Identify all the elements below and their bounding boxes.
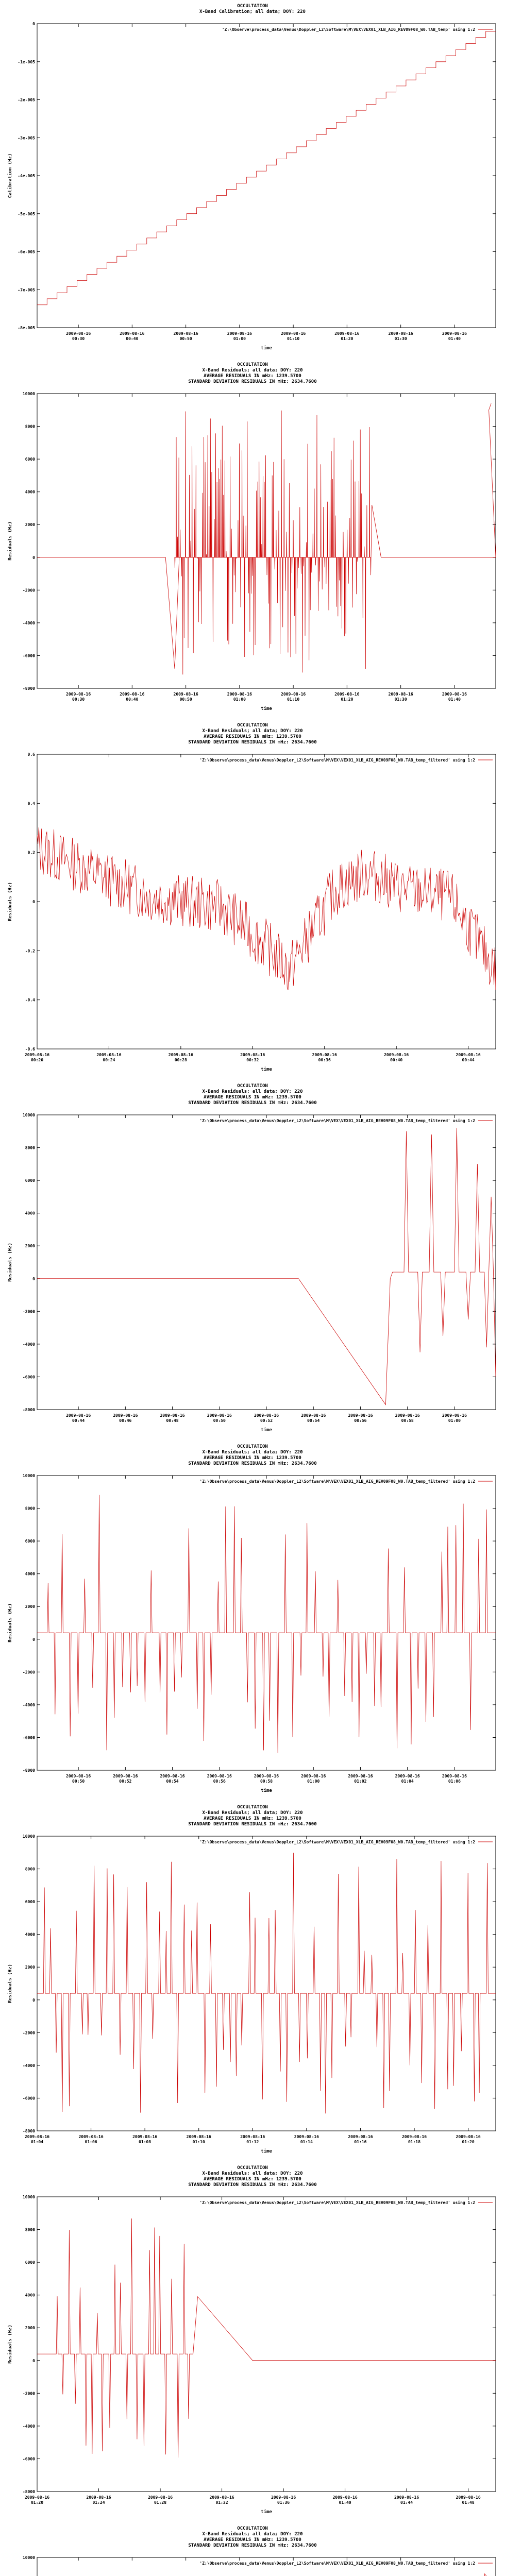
y-tick-label: 8000 (25, 424, 35, 429)
chart-title-line: OCCULTATION (237, 362, 268, 367)
x-tick-label: 00:30 (72, 336, 85, 341)
x-tick-label: 01:04 (401, 1779, 414, 1784)
x-tick-label: 2009-08-16 (207, 1413, 232, 1418)
y-tick-label: -8000 (22, 1768, 35, 1773)
y-tick-label: 10000 (22, 1834, 35, 1839)
x-axis-label: time (261, 1067, 272, 1072)
y-tick-label: -8000 (22, 1408, 35, 1412)
x-tick-label: 00:32 (246, 1058, 259, 1062)
y-tick-label: 0 (32, 555, 35, 560)
y-tick-label: 10000 (22, 1473, 35, 1478)
series-line-1 (37, 31, 496, 305)
chart-svg-5 (0, 1443, 505, 1803)
x-tick-label: 2009-08-16 (24, 2134, 50, 2139)
plot-frame (37, 2557, 496, 2576)
x-tick-label: 00:52 (260, 1418, 273, 1423)
chart-panel-2 (0, 361, 505, 721)
y-axis-label: Residuals (Hz) (8, 521, 13, 561)
x-tick-label: 00:56 (354, 1418, 367, 1423)
y-tick-label: 6000 (25, 457, 35, 462)
x-tick-label: 00:58 (260, 1779, 273, 1784)
x-tick-label: 2009-08-16 (120, 692, 145, 697)
x-tick-label: 2009-08-16 (334, 692, 360, 697)
y-tick-label: -0.2 (25, 948, 35, 954)
x-tick-label: 00:50 (179, 336, 192, 341)
x-tick-label: 2009-08-16 (401, 2134, 427, 2139)
x-tick-label: 2009-08-16 (312, 1053, 337, 1057)
y-tick-label: -6000 (22, 653, 35, 658)
x-axis-label: time (261, 1788, 272, 1793)
x-tick-label: 2009-08-16 (442, 1413, 467, 1418)
x-tick-label: 2009-08-16 (348, 2134, 373, 2139)
x-axis-label: time (261, 1428, 272, 1433)
x-tick-label: 2009-08-16 (301, 1774, 326, 1778)
x-tick-label: 2009-08-16 (294, 2134, 319, 2139)
series-line-1 (37, 2218, 496, 2458)
y-tick-label: -2000 (22, 2391, 35, 2396)
y-tick-label: 0 (32, 2358, 35, 2363)
x-tick-label: 2009-08-16 (113, 1774, 138, 1778)
y-tick-label: -4000 (22, 1702, 35, 1707)
x-tick-label: 00:50 (179, 697, 192, 702)
x-tick-label: 2009-08-16 (160, 1774, 185, 1778)
x-tick-label: 2009-08-16 (254, 1413, 279, 1418)
y-tick-label: 0.6 (27, 752, 35, 757)
x-tick-label: 2009-08-16 (132, 2134, 158, 2139)
plot-frame (37, 2197, 496, 2492)
chart-svg-2 (0, 361, 505, 721)
x-tick-label: 2009-08-16 (395, 1774, 420, 1778)
y-tick-label: 10000 (22, 1113, 35, 1117)
x-tick-label: 2009-08-16 (281, 331, 306, 336)
x-tick-label: 00:28 (174, 1058, 187, 1062)
x-tick-label: 2009-08-16 (334, 331, 360, 336)
legend-label: 'Z:\Observe\process_data\Venus\Doppler_L2\Software\M\VEX\VEX01_XLB_AIG_REV09F08_W0.TAB_temp_filtered' using 1:2 (199, 758, 475, 762)
x-tick-label: 2009-08-16 (442, 1774, 467, 1778)
legend-label: 'Z:\Observe\process_data\Venus\Doppler_L2\Software\M\VEX\VEX01_XLB_AIG_REV09F08_W0.TAB_temp_filtered' using 1:2 (199, 2200, 475, 2205)
chart-title-line: STANDARD DEVIATION RESIDUALS IN mHz: 2634.7600 (188, 2543, 317, 2548)
chart-title-line: OCCULTATION (237, 2526, 268, 2531)
x-tick-label: 01:20 (341, 336, 354, 341)
legend-label: 'Z:\Observe\process_data\Venus\Doppler_L2\Software\M\VEX\VEX01_XLB_AIG_REV09F08_W0.TAB_temp_filtered' using 1:2 (199, 1118, 475, 1123)
y-tick-label: 2000 (25, 1965, 35, 1970)
x-tick-label: 01:06 (85, 2140, 97, 2144)
y-tick-label: -6000 (22, 2096, 35, 2101)
x-axis-label: time (261, 2149, 272, 2154)
x-tick-label: 01:10 (287, 697, 300, 702)
chart-svg-4 (0, 1082, 505, 1443)
x-tick-label: 2009-08-16 (24, 2495, 50, 2500)
x-axis-label: time (261, 706, 272, 711)
y-tick-label: -2000 (22, 1309, 35, 1314)
series-line-1 (37, 2574, 496, 2576)
chart-panel-6 (0, 1803, 505, 2164)
x-tick-label: 00:24 (103, 1058, 115, 1062)
series-line-1 (37, 1128, 496, 1404)
x-tick-label: 00:44 (72, 1418, 85, 1423)
chart-title-line: STANDARD DEVIATION RESIDUALS IN mHz: 2634.7600 (188, 2182, 317, 2188)
chart-title-line: STANDARD DEVIATION RESIDUALS IN mHz: 2634.7600 (188, 1100, 317, 1106)
y-tick-label: -8000 (22, 686, 35, 691)
x-tick-label: 2009-08-16 (66, 1413, 91, 1418)
y-tick-label: 0 (32, 1997, 35, 2003)
x-tick-label: 2009-08-16 (24, 1053, 50, 1057)
x-tick-label: 2009-08-16 (271, 2495, 296, 2500)
legend-label: 'Z:\Observe\process_data\Venus\Doppler_L2\Software\M\VEX\VEX01_XLB_AIG_REV09F08_W0.TAB_temp_filtered' using 1:2 (199, 1840, 475, 1844)
x-tick-label: 00:44 (462, 1058, 475, 1062)
x-tick-label: 2009-08-16 (66, 692, 91, 697)
x-tick-label: 2009-08-16 (173, 692, 198, 697)
y-tick-label: 2000 (25, 522, 35, 528)
x-tick-label: 01:44 (400, 2500, 413, 2505)
chart-title-line: STANDARD DEVIATION RESIDUALS IN mHz: 2634.7600 (188, 740, 317, 745)
chart-svg-7 (0, 2164, 505, 2524)
x-tick-label: 2009-08-16 (442, 331, 467, 336)
x-tick-label: 00:54 (307, 1418, 320, 1423)
chart-title-line: X-Band Residuals; all data; DOY: 220 (202, 1089, 303, 1094)
y-tick-label: 2000 (25, 1604, 35, 1609)
chart-svg-1 (0, 0, 505, 361)
x-tick-label: 2009-08-16 (348, 1413, 373, 1418)
y-tick-label: 6000 (25, 1900, 35, 1905)
y-tick-label: -1e-005 (18, 59, 35, 64)
x-tick-label: 2009-08-16 (388, 331, 413, 336)
y-tick-label: -6000 (22, 2456, 35, 2462)
x-tick-label: 00:58 (401, 1418, 414, 1423)
x-tick-label: 00:46 (119, 1418, 132, 1423)
x-tick-label: 2009-08-16 (348, 1774, 373, 1778)
x-tick-label: 01:00 (307, 1779, 320, 1784)
y-tick-label: 4000 (25, 489, 35, 495)
x-tick-label: 00:54 (166, 1779, 179, 1784)
plot-frame (37, 24, 496, 328)
x-tick-label: 2009-08-16 (394, 2495, 419, 2500)
chart-title-line: OCCULTATION (237, 1083, 268, 1089)
y-tick-label: -8e-005 (18, 326, 35, 330)
x-tick-label: 2009-08-16 (395, 1413, 420, 1418)
chart-svg-6 (0, 1803, 505, 2164)
x-tick-label: 00:52 (119, 1779, 132, 1784)
y-axis-label: Residuals (Hz) (8, 1603, 13, 1642)
x-tick-label: 2009-08-16 (66, 1774, 91, 1778)
x-axis-label: time (261, 2510, 272, 2515)
x-tick-label: 01:40 (448, 336, 461, 341)
chart-title-line: X-Band Residuals; all data; DOY: 220 (202, 1450, 303, 1455)
y-axis-label: Residuals (Hz) (8, 1243, 13, 1282)
chart-title-line: X-Band Calibration; all data; DOY: 220 (199, 9, 306, 14)
chart-title-line: OCCULTATION (237, 1805, 268, 1810)
y-tick-label: -4000 (22, 2063, 35, 2068)
x-tick-label: 00:40 (390, 1058, 403, 1062)
plot-frame (37, 1115, 496, 1410)
x-tick-label: 01:00 (233, 336, 246, 341)
series-line-1 (37, 827, 496, 990)
chart-title-line: X-Band Residuals; all data; DOY: 220 (202, 728, 303, 734)
x-tick-label: 00:30 (72, 697, 85, 702)
y-tick-label: -2000 (22, 588, 35, 593)
x-tick-label: 01:32 (215, 2500, 228, 2505)
x-tick-label: 2009-08-16 (86, 2495, 111, 2500)
chart-panel-7 (0, 2164, 505, 2524)
x-tick-label: 2009-08-16 (160, 1413, 185, 1418)
y-tick-label: -8000 (22, 2489, 35, 2494)
series-line-1 (37, 403, 496, 674)
x-tick-label: 01:08 (139, 2140, 152, 2144)
x-tick-label: 2009-08-16 (240, 1053, 265, 1057)
x-tick-label: 01:30 (394, 697, 407, 702)
x-tick-label: 01:20 (341, 697, 354, 702)
y-tick-label: 8000 (25, 1867, 35, 1872)
y-tick-label: 10000 (22, 392, 35, 396)
x-tick-label: 2009-08-16 (456, 1053, 481, 1057)
y-tick-label: 0 (32, 900, 35, 904)
x-tick-label: 2009-08-16 (113, 1413, 138, 1418)
y-tick-label: -6e-005 (18, 249, 35, 255)
y-tick-label: -7e-005 (18, 287, 35, 293)
y-axis-label: Residuals (Hz) (8, 882, 13, 921)
chart-title-line: AVERAGE RESIDUALS IN mHz: 1239.5700 (204, 2177, 301, 2182)
chart-title-line: AVERAGE RESIDUALS IN mHz: 1239.5700 (204, 1816, 301, 1821)
chart-title-line: STANDARD DEVIATION RESIDUALS IN mHz: 2634.7600 (188, 1461, 317, 1466)
x-tick-label: 01:14 (300, 2140, 313, 2144)
plot-frame (37, 394, 496, 688)
x-tick-label: 00:50 (213, 1418, 226, 1423)
x-tick-label: 01:30 (394, 336, 407, 341)
x-tick-label: 01:06 (448, 1779, 461, 1784)
x-axis-label: time (261, 346, 272, 351)
y-tick-label: 6000 (25, 2260, 35, 2265)
x-tick-label: 2009-08-16 (281, 692, 306, 697)
x-tick-label: 01:40 (339, 2500, 351, 2505)
x-tick-label: 2009-08-16 (96, 1053, 122, 1057)
plot-frame (37, 1476, 496, 1770)
series-line-1 (37, 1853, 496, 2113)
chart-title-line: AVERAGE RESIDUALS IN mHz: 1239.5700 (204, 374, 301, 379)
chart-title-line: AVERAGE RESIDUALS IN mHz: 1239.5700 (204, 734, 301, 739)
chart-title-line: X-Band Residuals; all data; DOY: 220 (202, 368, 303, 373)
x-tick-label: 01:16 (354, 2140, 367, 2144)
chart-title-line: OCCULTATION (237, 2165, 268, 2171)
chart-panel-1 (0, 0, 505, 361)
x-tick-label: 01:20 (30, 2500, 44, 2505)
x-tick-label: 01:10 (287, 336, 300, 341)
x-tick-label: 2009-08-16 (186, 2134, 211, 2139)
x-tick-label: 2009-08-16 (209, 2495, 234, 2500)
chart-title-line: STANDARD DEVIATION RESIDUALS IN mHz: 2634.7600 (188, 379, 317, 384)
x-tick-label: 2009-08-16 (456, 2134, 481, 2139)
x-tick-label: 01:28 (154, 2500, 167, 2505)
y-tick-label: -0.6 (25, 1047, 35, 1052)
y-tick-label: 0.2 (27, 850, 35, 855)
x-tick-label: 2009-08-16 (66, 331, 91, 336)
x-tick-label: 01:12 (246, 2140, 259, 2144)
y-tick-label: 2000 (25, 1244, 35, 1249)
chart-title-line: X-Band Residuals; all data; DOY: 220 (202, 2171, 303, 2176)
x-tick-label: 01:24 (92, 2500, 105, 2505)
y-tick-label: 0 (32, 22, 35, 26)
x-tick-label: 2009-08-16 (227, 331, 252, 336)
y-tick-label: 2000 (25, 2326, 35, 2331)
x-tick-label: 01:10 (192, 2140, 205, 2144)
y-tick-label: -4000 (22, 620, 35, 625)
y-tick-label: -2000 (22, 1670, 35, 1675)
chart-title-line: X-Band Residuals; all data; DOY: 220 (202, 2532, 303, 2537)
chart-svg-3 (0, 721, 505, 1082)
x-tick-label: 2009-08-16 (388, 692, 413, 697)
x-tick-label: 01:02 (354, 1779, 367, 1784)
y-tick-label: 6000 (25, 1178, 35, 1183)
x-tick-label: 00:40 (126, 697, 139, 702)
x-tick-label: 2009-08-16 (207, 1774, 232, 1778)
y-tick-label: 8000 (25, 2227, 35, 2232)
x-tick-label: 00:48 (166, 1418, 179, 1423)
x-tick-label: 2009-08-16 (173, 331, 198, 336)
x-tick-label: 00:20 (30, 1058, 44, 1062)
plot-frame (37, 754, 496, 1049)
chart-panel-5 (0, 1443, 505, 1803)
x-tick-label: 2009-08-16 (227, 692, 252, 697)
y-tick-label: -8000 (22, 2129, 35, 2133)
y-tick-label: 0.4 (27, 801, 35, 806)
y-tick-label: 4000 (25, 2293, 35, 2298)
x-tick-label: 01:04 (30, 2140, 44, 2144)
chart-title-line: OCCULTATION (237, 723, 268, 728)
x-tick-label: 01:18 (408, 2140, 421, 2144)
y-tick-label: 6000 (25, 1539, 35, 1544)
x-tick-label: 01:20 (462, 2140, 475, 2144)
series-line-1 (37, 1495, 496, 1753)
chart-title-line: STANDARD DEVIATION RESIDUALS IN mHz: 2634.7600 (188, 1822, 317, 1827)
chart-svg-8 (0, 2524, 505, 2576)
legend-label: 'Z:\Observe\process_data\Venus\Doppler_L2\Software\M\VEX\VEX01_XLB_AIG_REV09F08_W0.TAB_temp' using 1:2 (222, 27, 475, 32)
y-tick-label: -4e-005 (18, 174, 35, 178)
x-tick-label: 01:00 (233, 697, 246, 702)
y-tick-label: -2e-005 (18, 97, 35, 103)
y-tick-label: -4000 (22, 1342, 35, 1347)
legend-label: 'Z:\Observe\process_data\Venus\Doppler_L2\Software\M\VEX\VEX01_XLB_AIG_REV09F08_W0.TAB_temp_filtered' using 1:2 (199, 1479, 475, 1484)
x-tick-label: 2009-08-16 (78, 2134, 104, 2139)
y-tick-label: -5e-005 (18, 211, 35, 216)
y-tick-label: 10000 (22, 2195, 35, 2199)
legend-label: 'Z:\Observe\process_data\Venus\Doppler_L2\Software\M\VEX\VEX01_XLB_AIG_REV09F08_W0.TAB_temp_filtered' using 1:2 (199, 2561, 475, 2566)
y-tick-label: 8000 (25, 1506, 35, 1511)
y-tick-label: 4000 (25, 1571, 35, 1577)
y-axis-label: Residuals (Hz) (8, 1964, 13, 2003)
y-axis-label: Calibration (Hz) (8, 153, 13, 198)
x-tick-label: 2009-08-16 (384, 1053, 409, 1057)
x-tick-label: 2009-08-16 (240, 2134, 265, 2139)
x-tick-label: 00:36 (318, 1058, 331, 1062)
y-tick-label: -3e-005 (18, 135, 35, 141)
x-tick-label: 01:40 (448, 697, 461, 702)
chart-panel-3 (0, 721, 505, 1082)
x-tick-label: 00:40 (126, 336, 139, 341)
y-tick-label: -6000 (22, 1735, 35, 1740)
x-tick-label: 2009-08-16 (332, 2495, 358, 2500)
y-tick-label: -2000 (22, 2030, 35, 2036)
chart-title-line: AVERAGE RESIDUALS IN mHz: 1239.5700 (204, 1455, 301, 1461)
chart-title-line: OCCULTATION (237, 1444, 268, 1449)
y-tick-label: -0.4 (25, 997, 35, 1003)
chart-panel-4 (0, 1082, 505, 1443)
y-tick-label: -6000 (22, 1375, 35, 1380)
x-tick-label: 00:50 (72, 1779, 85, 1784)
x-tick-label: 00:56 (213, 1779, 226, 1784)
x-tick-label: 2009-08-16 (456, 2495, 481, 2500)
chart-title-line: AVERAGE RESIDUALS IN mHz: 1239.5700 (204, 1095, 301, 1100)
x-tick-label: 01:36 (277, 2500, 290, 2505)
x-tick-label: 01:00 (448, 1418, 461, 1423)
x-tick-label: 2009-08-16 (147, 2495, 173, 2500)
y-tick-label: 0 (32, 1276, 35, 1281)
x-tick-label: 2009-08-16 (301, 1413, 326, 1418)
y-tick-label: -4000 (22, 2424, 35, 2429)
chart-title-line: X-Band Residuals; all data; DOY: 220 (202, 1810, 303, 1816)
y-tick-label: 10000 (22, 2555, 35, 2560)
x-tick-label: 2009-08-16 (120, 331, 145, 336)
y-tick-label: 4000 (25, 1211, 35, 1216)
x-tick-label: 2009-08-16 (442, 692, 467, 697)
y-tick-label: 8000 (25, 1145, 35, 1150)
chart-title-line: OCCULTATION (237, 4, 268, 9)
x-tick-label: 2009-08-16 (254, 1774, 279, 1778)
y-tick-label: 4000 (25, 1932, 35, 1937)
y-tick-label: 0 (32, 1637, 35, 1642)
x-tick-label: 2009-08-16 (168, 1053, 193, 1057)
chart-panel-8 (0, 2524, 505, 2576)
x-tick-label: 01:48 (462, 2500, 475, 2505)
chart-title-line: AVERAGE RESIDUALS IN mHz: 1239.5700 (204, 2537, 301, 2543)
y-axis-label: Residuals (Hz) (8, 2325, 13, 2364)
